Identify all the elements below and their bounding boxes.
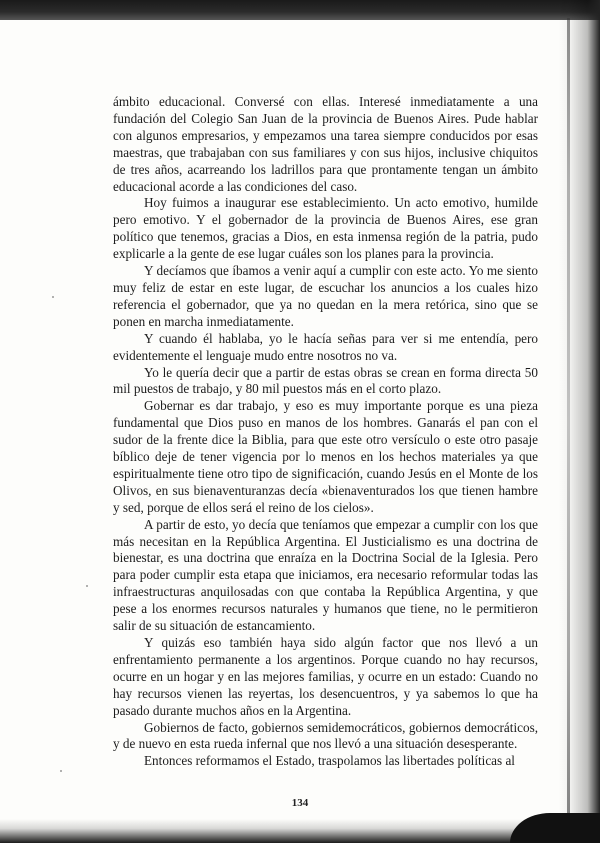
page-number: 134	[291, 797, 309, 809]
paragraph: Y decíamos que íbamos a venir aquí a cumplir con este acto. Yo me siento muy feliz de estar en este lugar, de escuchar los anuncios a los cuales hizo referencia el gobernador, que ya no quedan en la mera retórica, sino que se ponen en marcha inmediatamente.	[113, 263, 538, 329]
scan-binding-shadow	[558, 0, 600, 843]
scan-bottom-corner	[510, 813, 600, 843]
paragraph: Gobernar es dar trabajo, y eso es muy importante porque es una pieza fundamental que Dios puso en manos de los hombres. Ganarás el pan con el sudor de la frente dice la Biblia, para que este otro versículo o este otro pasaje bíblico deje de tener vigencia por lo menos en los hechos materiales ya que espiritualmente tiene otro tipo de significación, cuando Jesús en el Monte de los Olivos, en sus bienaventuranzas decía «bienaventurados los que tienen hambre y sed, porque de ellos será el reino de los cielos».	[113, 398, 538, 515]
paragraph: A partir de esto, yo decía que teníamos que empezar a cumplir con los que más necesitan en la República Argentina. El Justicialismo es una doctrina de bienestar, es una doctrina que enraíza en la Doctrina Social de la Iglesia. Pero para poder cumplir esta etapa que iniciamos, era necesario reformular todas las infraestructuras anquilosadas con que contaba la República Argentina, y que pese a los enormes recursos naturales y humanos que tiene, no le permitieron salir de su situación de estancamiento.	[113, 516, 538, 634]
paragraph: Y cuando él hablaba, yo le hacía señas para ver si me entendía, pero evidentemente el lenguaje mudo entre nosotros no va.	[113, 330, 538, 363]
scan-speck	[86, 585, 88, 587]
body-text	[113, 94, 538, 770]
paragraph: Yo le quería decir que a partir de estas obras se crean en forma directa 50 mil puestos de trabajo, y 80 mil puestos más en el corto plazo.	[113, 364, 538, 397]
scan-top-border	[0, 0, 600, 20]
paragraph: Entonces reformamos el Estado, traspolamos las libertades políticas al	[144, 753, 515, 769]
paragraph: ámbito educacional. Conversé con ellas. Interesé inmediatamente a una fundación del Colegio San Juan de la provincia de Buenos Aires. Pude hablar con algunos empresarios, y empezamos una tarea siempre conducidos por esas maestras, que trabajaban con sus familiares y con sus hijos, inclusive chiquitos de tres años, acarreando los ladrillos para que prontamente tengan un ámbito educacional acorde a las condiciones del caso.	[113, 94, 538, 194]
scan-speck	[52, 296, 54, 298]
paragraph: Hoy fuimos a inaugurar ese establecimiento. Un acto emotivo, humilde pero emotivo. Y el gobernador de la provincia de Buenos Aires, ese gran político que tenemos, gracias a Dios, en esta inmensa región de la patria, pudo explicarle a la gente de ese lugar cuáles son los planes para la provincia.	[113, 195, 538, 262]
paragraph: Gobiernos de facto, gobiernos semidemocráticos, gobiernos democráticos, y de nuevo en esta rueda infernal que nos llevó a una situación desesperante.	[113, 719, 538, 752]
paragraph: Y quizás eso también haya sido algún factor que nos llevó a un enfrentamiento permanente a los argentinos. Porque cuando no hay recursos, ocurre en un hogar y en las mejores familias, y ocurre en un estado: Cuando no hay recursos vienen las reyertas, los desencuentros, y ya sabemos lo que ha pasado durante muchos años en la Argentina.	[113, 635, 538, 718]
scan-binding-edge	[567, 18, 570, 828]
scan-speck	[60, 770, 62, 772]
